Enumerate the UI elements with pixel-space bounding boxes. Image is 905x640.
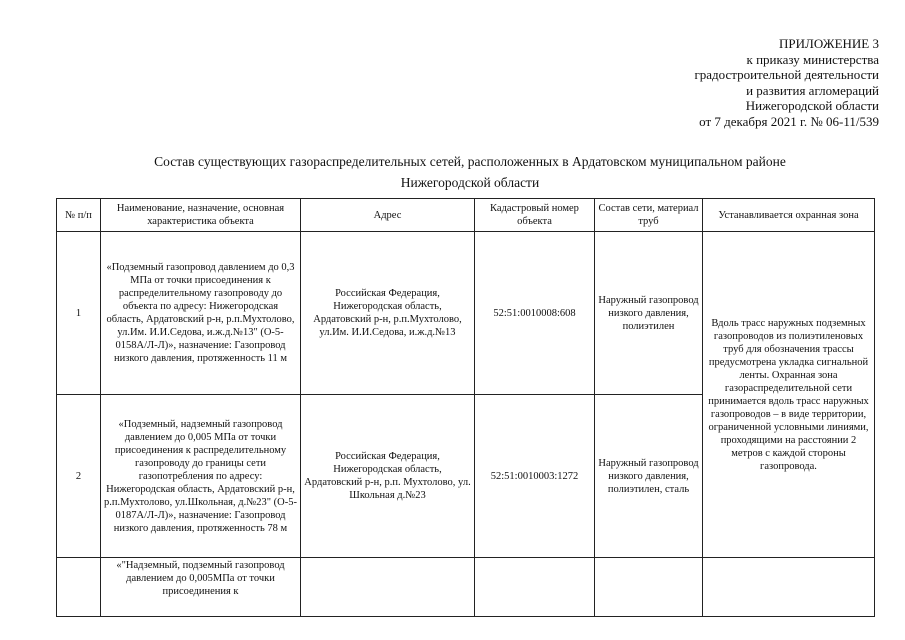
column-header-composition: Состав сети, материал труб xyxy=(595,199,703,232)
column-header-name: Наименование, назначение, основная характеристика объекта xyxy=(101,199,301,232)
appendix-label: ПРИЛОЖЕНИЕ 3 xyxy=(779,36,879,51)
cadastral-number xyxy=(475,558,595,617)
protection-zone-description: Вдоль трасс наружных подземных газопроводов из полиэтиленовых труб для обозначения трассы предусмотрена укладка сигнальной ленты. Охранная зона газораспределительной сети принимается вдоль трасс наружных газопроводов – в виде территории, ограниченной условными линиями, проходящими на расстоянии 2 метров с каждой стороны газопровода. xyxy=(703,232,875,558)
object-address xyxy=(301,558,475,617)
table-row xyxy=(57,232,875,395)
object-description: «Подземный, надземный газопровод давлением до 0,005 МПа от точки присоединения к распределительному газопроводу до границы сети газопотребления по адресу: Нижегородская область, Ардатовский р-н, р.п.Мухтолово, ул.Школьная, д.№23" (О-5-0187А/Л-Л)», назначение: Газопровод низкого давления, протяженность 78 м xyxy=(101,395,301,558)
object-address: Российская Федерация, Нижегородская область, Ардатовский р-н, р.п. Мухтолово, ул. Школьная д.№23 xyxy=(301,395,475,558)
network-composition: Наружный газопровод низкого давления, полиэтилен, сталь xyxy=(595,395,703,558)
table-header-row xyxy=(57,199,875,232)
column-header-number: № п/п xyxy=(57,199,101,232)
object-description: «"Надземный, подземный газопровод давлением до 0,005МПа от точки присоединения к xyxy=(101,558,301,617)
order-date-number: от 7 декабря 2021 г. № 06-11/539 xyxy=(699,113,879,129)
table-row xyxy=(57,558,875,617)
header-line: Нижегородской области xyxy=(745,98,879,113)
row-number xyxy=(57,558,101,617)
cadastral-number: 52:51:0010008:608 xyxy=(475,232,595,395)
header-line: к приказу министерства xyxy=(746,51,879,67)
title-line-1: Состав существующих газораспределительных сетей, расположенных в Ардатовском муниципальном районе xyxy=(154,154,786,169)
gas-network-table xyxy=(56,198,875,617)
column-header-cadastral: Кадастровый номер объекта xyxy=(475,199,595,232)
header-line: градостроительной деятельности xyxy=(694,67,879,82)
column-header-zone: Устанавливается охранная зона xyxy=(703,199,875,232)
protection-zone-cell xyxy=(703,558,875,617)
object-address: Российская Федерация, Нижегородская область, Ардатовский р-н, р.п.Мухтолово, ул.Им. И.И.Седова, и.ж.д.№13 xyxy=(301,232,475,395)
header-line: и развития агломераций xyxy=(746,82,879,98)
object-description: «Подземный газопровод давлением до 0,3 МПа от точки присоединения к распределительному газопроводу до объекта по адресу: Нижегородская область, Ардатовский р-н, р.п.Мухтолово, ул.Им. И.И.Седова, и.ж.д.№13" (О-5-0158А/Л-Л)», назначение: Газопровод низкого давления, протяженность 11 м xyxy=(101,232,301,395)
cadastral-number: 52:51:0010003:1272 xyxy=(475,395,595,558)
row-number: 2 xyxy=(57,395,101,558)
title-line-2: Нижегородской области xyxy=(400,175,540,190)
network-composition xyxy=(595,558,703,617)
column-header-address: Адрес xyxy=(301,199,475,232)
document-title xyxy=(40,151,900,193)
row-number: 1 xyxy=(57,232,101,395)
document-header xyxy=(519,36,879,129)
network-composition: Наружный газопровод низкого давления, полиэтилен xyxy=(595,232,703,395)
